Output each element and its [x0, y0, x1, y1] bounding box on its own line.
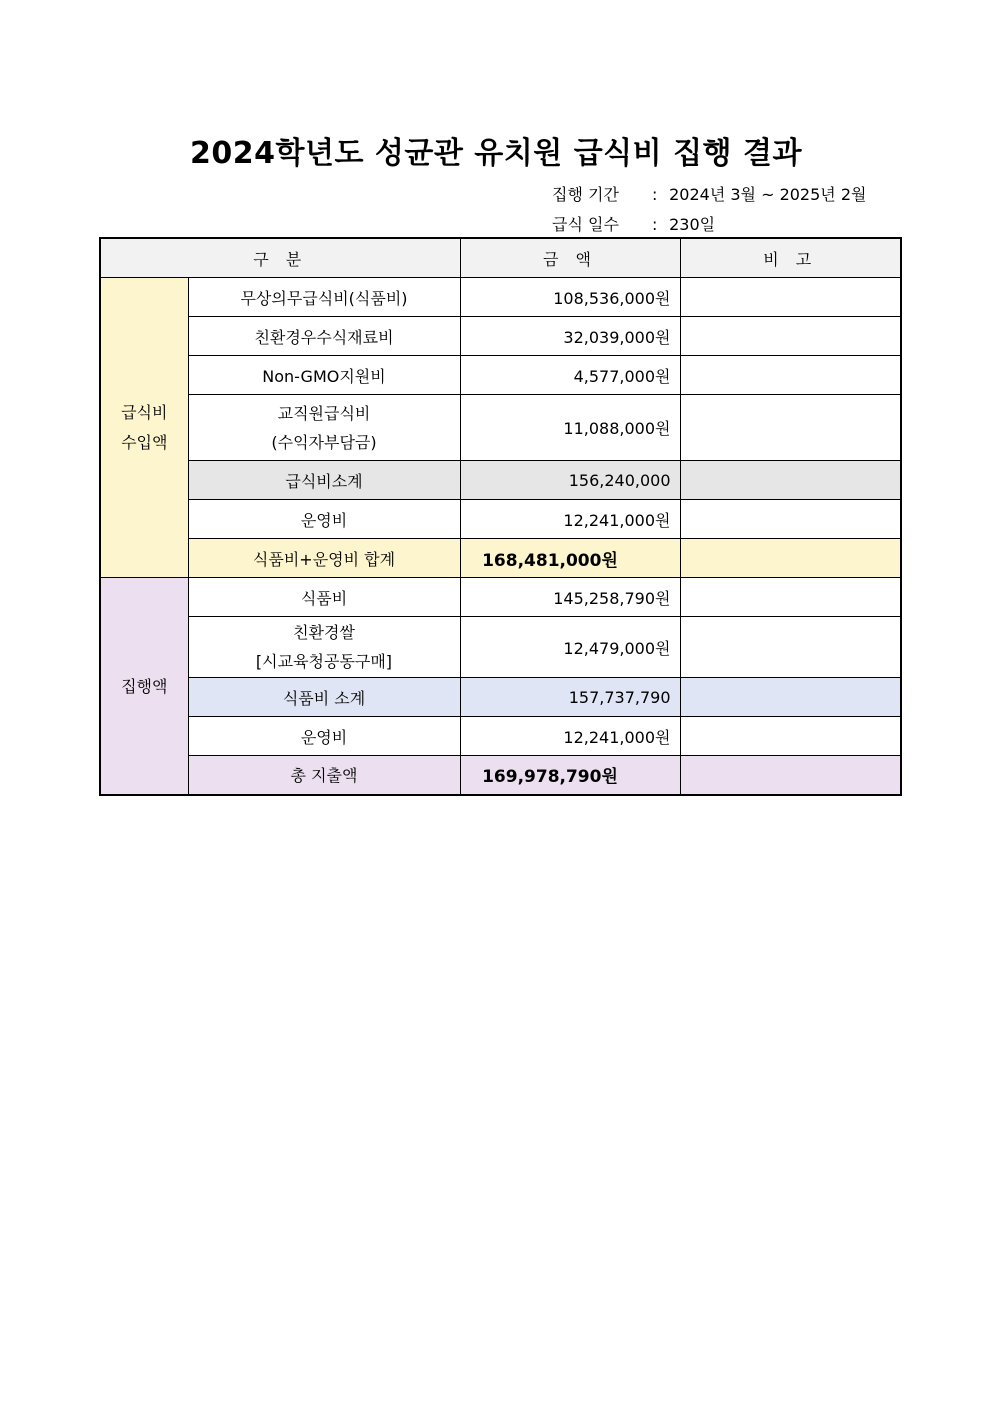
income-group-line2: 수입액	[121, 432, 168, 452]
row-amount: 12,479,000원	[460, 617, 680, 678]
row-item: 식품비	[188, 578, 460, 617]
row-note	[680, 461, 901, 500]
row-note	[680, 539, 901, 578]
row-amount: 4,577,000원	[460, 356, 680, 395]
execution-period	[552, 182, 866, 205]
expense-group-cell: 집행액	[100, 578, 188, 795]
row-amount: 108,536,000원	[460, 278, 680, 317]
days-separator: :	[652, 215, 658, 234]
row-item	[188, 617, 460, 678]
row-amount: 32,039,000원	[460, 317, 680, 356]
table-row	[100, 278, 901, 317]
header-category: 구 분	[100, 238, 460, 278]
row-note	[680, 756, 901, 795]
table-row	[100, 578, 901, 617]
row-note	[680, 278, 901, 317]
meal-budget-table	[99, 237, 902, 796]
row-note	[680, 678, 901, 717]
row-note	[680, 317, 901, 356]
period-label: 집행 기간	[552, 185, 619, 204]
income-group-cell	[100, 278, 188, 578]
header-amount: 금 액	[460, 238, 680, 278]
row-item: Non-GMO지원비	[188, 356, 460, 395]
row-amount: 11,088,000원	[460, 395, 680, 461]
row-amount: 168,481,000원	[460, 539, 680, 578]
row-item	[188, 395, 460, 461]
row-item: 식품비+운영비 합계	[188, 539, 460, 578]
row-note	[680, 500, 901, 539]
expense-subtotal-row	[100, 678, 901, 717]
row-amount: 157,737,790	[460, 678, 680, 717]
row-note	[680, 395, 901, 461]
table-row	[100, 617, 901, 678]
row-item: 운영비	[188, 717, 460, 756]
row-note	[680, 578, 901, 617]
row-item-line1: 친환경쌀	[293, 623, 355, 642]
days-value: 230일	[669, 215, 716, 234]
meal-days	[552, 212, 715, 235]
row-note	[680, 717, 901, 756]
row-amount: 156,240,000	[460, 461, 680, 500]
row-amount: 145,258,790원	[460, 578, 680, 617]
table-row	[100, 356, 901, 395]
row-amount: 169,978,790원	[460, 756, 680, 795]
row-item: 친환경우수식재료비	[188, 317, 460, 356]
period-value: 2024년 3월 ~ 2025년 2월	[669, 185, 867, 204]
expense-total-row	[100, 756, 901, 795]
row-item-line2: [시교육청공동구매]	[255, 652, 393, 671]
row-amount: 12,241,000원	[460, 500, 680, 539]
row-amount: 12,241,000원	[460, 717, 680, 756]
days-label: 급식 일수	[552, 215, 619, 234]
row-note	[680, 356, 901, 395]
row-item-line1: 교직원급식비	[277, 403, 371, 423]
table-row	[100, 395, 901, 461]
table-header-row	[100, 238, 901, 278]
row-item: 식품비 소계	[188, 678, 460, 717]
table-row	[100, 717, 901, 756]
row-item: 운영비	[188, 500, 460, 539]
table-row	[100, 317, 901, 356]
income-total-row	[100, 539, 901, 578]
income-subtotal-row	[100, 461, 901, 500]
row-item: 총 지출액	[188, 756, 460, 795]
row-item-line2: (수익자부담금)	[271, 432, 377, 452]
table-row	[100, 500, 901, 539]
row-item: 무상의무급식비(식품비)	[188, 278, 460, 317]
row-item: 급식비소계	[188, 461, 460, 500]
page-title: 2024학년도 성균관 유치원 급식비 집행 결과	[190, 136, 802, 171]
income-group-line1: 급식비	[121, 402, 168, 422]
period-separator: :	[652, 185, 658, 204]
header-note: 비 고	[680, 238, 901, 278]
row-note	[680, 617, 901, 678]
